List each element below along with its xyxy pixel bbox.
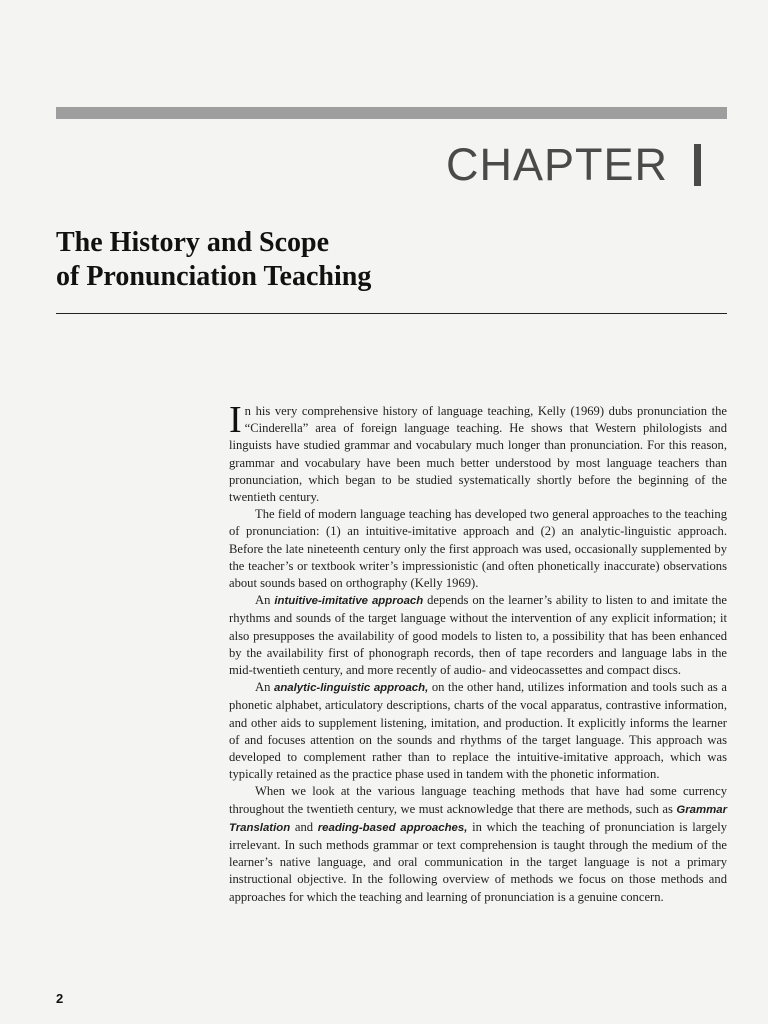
chapter-label: CHAPTER (446, 139, 669, 190)
chapter-title (56, 226, 476, 294)
chapter-body (229, 399, 728, 906)
paragraph-3-lead: An (255, 593, 275, 608)
page-number: 2 (56, 991, 64, 1006)
drop-cap: I (229, 399, 242, 441)
chapter-heading (446, 140, 701, 190)
paragraph-2-text: The field of modern language teaching has developed two general approaches to the teaching of pronunciation: (1) an intuitive-imitative approach and (2) an analytic-linguistic approach. Before the late nineteenth century only the first approach was used, occasionally supplemented by the teacher’s or textbook writer’s impressionistic (and often phonetically inaccurate) observations about sounds based on orthography (Kelly 1969). (229, 507, 727, 591)
paragraph-3 (229, 592, 727, 679)
chapter-title-line-1: The History and Scope (56, 227, 330, 258)
paragraph-5-middle: and (290, 819, 318, 834)
paragraph-1-text: n his very comprehensive history of language teaching, Kelly (1969) dubs pronunciation the “Cinderella” area of foreign language teaching. He shows that Western philologists and linguists have studied grammar and vocabulary much longer than pronunciation. For this reason, grammar and vocabulary have been much better understood by most language teachers than pronunciation, which began to be studied systematically shortly before the beginning of the twentieth century. (229, 404, 727, 505)
chapter-header-band (56, 107, 727, 119)
term-intuitive-imitative: intuitive-imitative approach (274, 595, 424, 608)
paragraph-5 (229, 783, 727, 905)
paragraph-4 (229, 679, 727, 783)
term-grammar-translation: Grammar Translation (229, 803, 727, 834)
chapter-title-line-2: of Pronunciation Teaching (56, 261, 372, 292)
paragraph-2 (229, 506, 727, 592)
paragraph-5-lead: When we look at the various language teaching methods that have had some currency throughout the twentieth century, we must acknowledge that there are methods, such as (229, 784, 727, 816)
title-divider (56, 313, 727, 314)
paragraph-4-text: on the other hand, utilizes information and tools such as a phonetic alphabet, articulatory descriptions, charts of the vocal apparatus, contrastive information, and other aids to supplement listening, imitation, and production. It explicitly informs the learner of and focuses attention on the sounds and rhythms of the target language. This approach was developed to complement rather than to replace the intuitive-imitative approach, which was typically retained as the practice phase used in tandem with the phonetic information. (229, 680, 727, 782)
paragraph-1 (229, 399, 727, 506)
term-analytic-linguistic: analytic-linguistic approach, (274, 682, 429, 695)
term-reading-based: reading-based approaches, (317, 821, 468, 834)
paragraph-4-lead: An (255, 680, 274, 695)
paragraph-3-text: depends on the learner’s ability to listen to and imitate the rhythms and sounds of the target language without the intervention of any explicit information; it also presupposes the availability of good models to listen to, a possibility that has been enhanced by the availability first of phonograph records, then of tape recorders and language labs in the mid-twentieth century, and more recently of audio- and videocassettes and compact discs. (229, 593, 728, 678)
chapter-number (694, 144, 701, 186)
paragraph-5-text: in which the teaching of pronunciation is largely irrelevant. In such methods grammar or text comprehension is taught through the medium of the learner’s native language, and oral communication in the target language is not a primary instructional objective. In the following overview of methods we focus on those methods and approaches for which the teaching and learning of pronunciation is a genuine concern. (229, 819, 727, 904)
